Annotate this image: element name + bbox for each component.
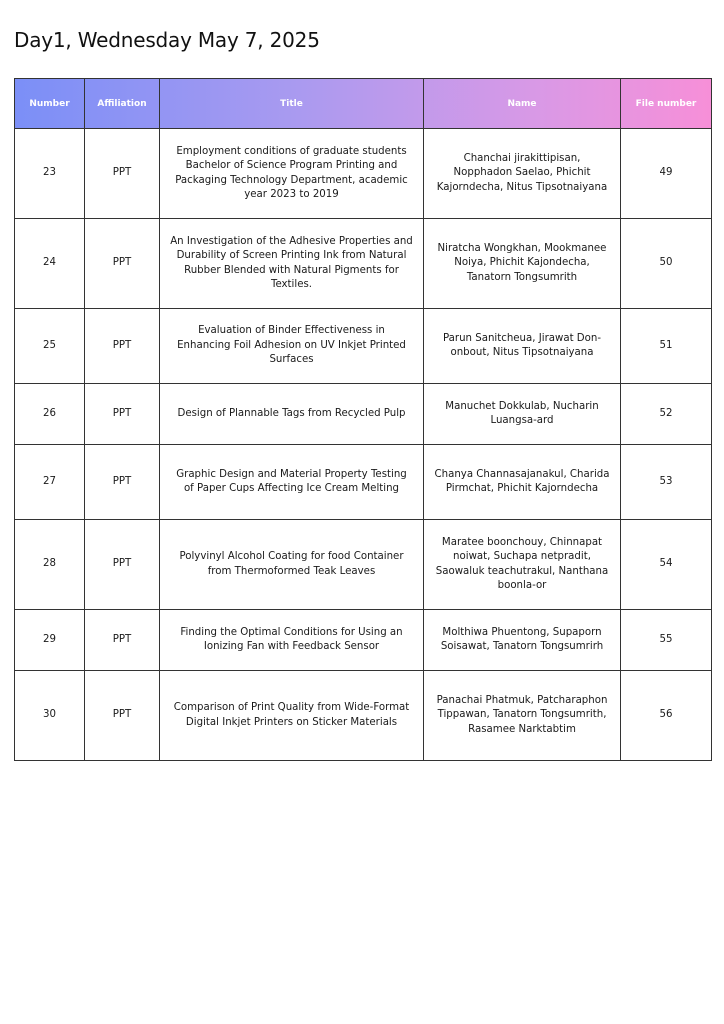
- cell-number: 29: [15, 610, 85, 671]
- cell-title: Graphic Design and Material Property Testing of Paper Cups Affecting Ice Cream Melting: [160, 445, 424, 520]
- cell-number: 28: [15, 520, 85, 610]
- cell-file-number: 51: [621, 309, 712, 384]
- cell-file-number: 54: [621, 520, 712, 610]
- cell-file-number: 53: [621, 445, 712, 520]
- cell-name: Parun Sanitcheua, Jirawat Don-onbout, Nitus Tipsotnaiyana: [424, 309, 621, 384]
- cell-title: Finding the Optimal Conditions for Using an Ionizing Fan with Feedback Sensor: [160, 610, 424, 671]
- cell-number: 24: [15, 219, 85, 309]
- table-header-row: [15, 79, 712, 129]
- page-title: Day1, Wednesday May 7, 2025: [14, 28, 320, 52]
- cell-file-number: 52: [621, 384, 712, 445]
- cell-name: Niratcha Wongkhan, Mookmanee Noiya, Phichit Kajondecha, Tanatorn Tongsumrith: [424, 219, 621, 309]
- table-row: [15, 671, 712, 761]
- cell-affiliation: PPT: [85, 129, 160, 219]
- table-row: [15, 610, 712, 671]
- cell-number: 26: [15, 384, 85, 445]
- table-row: [15, 445, 712, 520]
- cell-name: Chanya Channasajanakul, Charida Pirmchat, Phichit Kajorndecha: [424, 445, 621, 520]
- table-header: [15, 79, 712, 129]
- cell-title: Design of Plannable Tags from Recycled Pulp: [160, 384, 424, 445]
- column-header-file-number: File number: [621, 79, 712, 129]
- cell-number: 27: [15, 445, 85, 520]
- cell-name: Chanchai jirakittipisan, Nopphadon Saelao, Phichit Kajorndecha, Nitus Tipsotnaiyana: [424, 129, 621, 219]
- table-row: [15, 384, 712, 445]
- cell-title: Evaluation of Binder Effectiveness in Enhancing Foil Adhesion on UV Inkjet Printed Surfaces: [160, 309, 424, 384]
- cell-number: 30: [15, 671, 85, 761]
- cell-file-number: 50: [621, 219, 712, 309]
- cell-affiliation: PPT: [85, 384, 160, 445]
- cell-name: Panachai Phatmuk, Patcharaphon Tippawan, Tanatorn Tongsumrith, Rasamee Narktabtim: [424, 671, 621, 761]
- cell-title: An Investigation of the Adhesive Properties and Durability of Screen Printing Ink from Natural Rubber Blended with Natural Pigments for Textiles.: [160, 219, 424, 309]
- column-header-name: Name: [424, 79, 621, 129]
- cell-affiliation: PPT: [85, 219, 160, 309]
- table-row: [15, 219, 712, 309]
- table-row: [15, 309, 712, 384]
- cell-name: Molthiwa Phuentong, Supaporn Soisawat, Tanatorn Tongsumrirh: [424, 610, 621, 671]
- cell-title: Comparison of Print Quality from Wide-Format Digital Inkjet Printers on Sticker Materials: [160, 671, 424, 761]
- column-header-number: Number: [15, 79, 85, 129]
- table-row: [15, 129, 712, 219]
- schedule-table: [14, 78, 712, 761]
- table-row: [15, 520, 712, 610]
- cell-title: Employment conditions of graduate students Bachelor of Science Program Printing and Packaging Technology Department, academic year 2023 to 2019: [160, 129, 424, 219]
- cell-name: Manuchet Dokkulab, Nucharin Luangsa-ard: [424, 384, 621, 445]
- cell-number: 23: [15, 129, 85, 219]
- cell-title: Polyvinyl Alcohol Coating for food Container from Thermoformed Teak Leaves: [160, 520, 424, 610]
- column-header-title: Title: [160, 79, 424, 129]
- cell-affiliation: PPT: [85, 671, 160, 761]
- cell-file-number: 56: [621, 671, 712, 761]
- table-body: [15, 129, 712, 761]
- cell-file-number: 55: [621, 610, 712, 671]
- cell-affiliation: PPT: [85, 445, 160, 520]
- column-header-affiliation: Affiliation: [85, 79, 160, 129]
- cell-affiliation: PPT: [85, 610, 160, 671]
- cell-affiliation: PPT: [85, 520, 160, 610]
- cell-file-number: 49: [621, 129, 712, 219]
- cell-name: Maratee boonchouy, Chinnapat noiwat, Suchapa netpradit, Saowaluk teachutrakul, Nanthana boonla-or: [424, 520, 621, 610]
- cell-affiliation: PPT: [85, 309, 160, 384]
- cell-number: 25: [15, 309, 85, 384]
